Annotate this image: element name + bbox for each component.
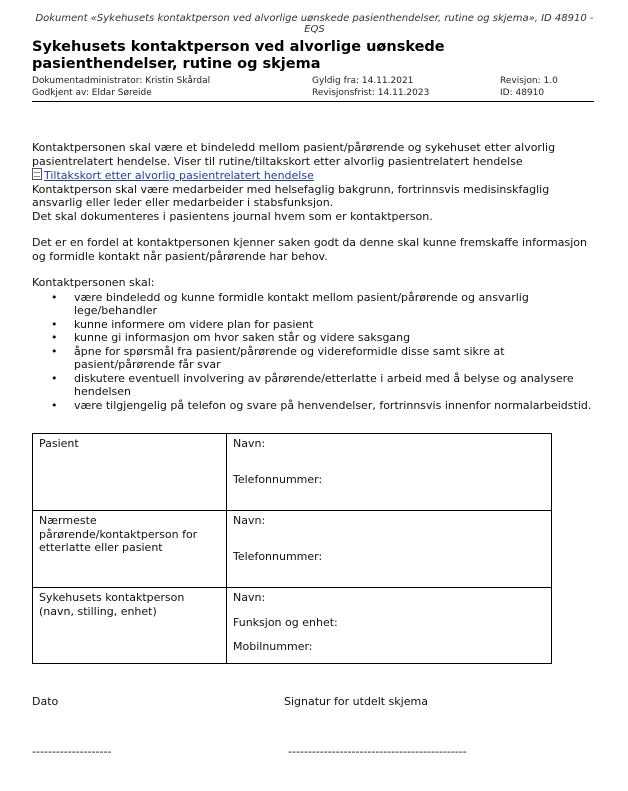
table-row bbox=[33, 511, 552, 588]
list-item bbox=[32, 372, 597, 399]
list-item bbox=[32, 291, 597, 318]
patient-phone-field[interactable]: Telefonnummer: bbox=[233, 472, 323, 486]
valid-from: Gyldig fra: 14.11.2021 bbox=[312, 76, 414, 86]
paragraph-advantage: Det er en fordel at kontaktpersonen kjenner saken godt da denne skal kunne fremskaffe informasjon og formidle kontakt når pasient/pårørende har behov. bbox=[32, 236, 587, 263]
list-item-text: kunne gi informasjon om hvor saken står og videre saksgang bbox=[74, 331, 411, 344]
next-of-kin-phone-field[interactable]: Telefonnummer: bbox=[233, 549, 323, 563]
bullet-icon: • bbox=[51, 317, 58, 331]
table-row bbox=[33, 434, 552, 511]
table-row bbox=[33, 588, 552, 664]
metadata-row-2 bbox=[32, 88, 594, 100]
signature-line[interactable]: --------------------------------------------- bbox=[288, 745, 467, 758]
paragraph-purpose bbox=[32, 141, 597, 183]
document-body bbox=[32, 141, 597, 412]
hospital-contact-name-field[interactable]: Navn: bbox=[233, 591, 266, 604]
date-line[interactable]: -------------------- bbox=[32, 745, 112, 758]
revision-deadline: Revisjonsfrist: 14.11.2023 bbox=[312, 87, 430, 98]
hospital-contact-label: Sykehusets kontaktperson (navn, stilling, enhet) bbox=[33, 588, 227, 664]
bullet-icon: • bbox=[51, 344, 58, 358]
next-of-kin-label: Nærmeste pårørende/kontaktperson for etterlatte eller pasient bbox=[33, 511, 227, 588]
bullet-icon: • bbox=[51, 331, 58, 344]
patient-label: Pasient bbox=[33, 434, 227, 511]
duties-intro: Kontaktpersonen skal: bbox=[32, 276, 155, 289]
paragraph-documentation: Det skal dokumenteres i pasientens journal hvem som er kontaktperson. bbox=[32, 209, 433, 223]
date-label: Dato bbox=[32, 695, 59, 708]
list-item bbox=[32, 345, 597, 372]
document-reference-header: Dokument «Sykehusets kontaktperson ved alvorlige uønskede pasienthendelser, rutine og skjema», ID 48910 - EQS bbox=[35, 13, 594, 35]
bullet-icon: • bbox=[51, 398, 58, 412]
next-of-kin-name-field[interactable]: Navn: bbox=[233, 514, 266, 527]
patient-name-field[interactable]: Navn: bbox=[233, 437, 266, 450]
next-of-kin-fields[interactable] bbox=[227, 511, 552, 588]
document-admin: Dokumentadministrator: Kristin Skårdal bbox=[32, 76, 211, 86]
document-metadata bbox=[32, 76, 594, 102]
list-item-text: være tilgjengelig på telefon og svare på henvendelser, fortrinnsvis innenfor normalarbeidstid. bbox=[74, 398, 592, 412]
list-item-text: åpne for spørsmål fra pasient/pårørende og videreformidle disse samt sikre at pasient/pårørende får svar bbox=[74, 344, 505, 371]
signature-label: Signatur for utdelt skjema bbox=[284, 695, 428, 708]
list-item bbox=[32, 318, 597, 332]
patient-fields[interactable] bbox=[227, 434, 552, 511]
approved-by: Godkjent av: Eldar Søreide bbox=[32, 87, 152, 98]
metadata-row-1 bbox=[32, 76, 594, 88]
contact-form-table bbox=[32, 433, 552, 664]
list-item-text: være bindeledd og kunne formidle kontakt mellom pasient/pårørende og ansvarlig lege/behandler bbox=[74, 290, 529, 317]
list-item-text: kunne informere om videre plan for pasient bbox=[74, 317, 314, 331]
hospital-contact-function-field[interactable]: Funksjon og enhet: bbox=[233, 615, 338, 629]
hospital-contact-fields[interactable] bbox=[227, 588, 552, 664]
page-title: Sykehusets kontaktperson ved alvorlige uønskede pasienthendelser, rutine og skjema bbox=[32, 39, 445, 72]
paragraph-qualification: Kontaktperson skal være medarbeider med helsefaglig bakgrunn, fortrinnsvis medisinskfaglig ansvarlig eller leder eller medarbeider i stabsfunksjon. bbox=[32, 182, 550, 209]
hospital-contact-mobile-field[interactable]: Mobilnummer: bbox=[233, 640, 313, 653]
revision: Revisjon: 1.0 bbox=[500, 76, 558, 86]
paragraph-purpose-text: Kontaktpersonen skal være et bindeledd mellom pasient/pårørende og sykehuset etter alvorlig pasientrelatert hendelse. Viser til rutine/tiltakskort etter alvorlig pasientrelatert hendelse bbox=[32, 141, 556, 168]
document-icon bbox=[32, 168, 42, 180]
list-item bbox=[32, 331, 597, 345]
tiltakskort-link[interactable]: Tiltakskort etter alvorlig pasientrelatert hendelse bbox=[44, 169, 314, 182]
list-item bbox=[32, 399, 597, 413]
bullet-icon: • bbox=[51, 371, 58, 385]
bullet-icon: • bbox=[51, 290, 58, 304]
list-item-text: diskutere eventuell involvering av pårørende/etterlatte i arbeid med å belyse og analysere hendelsen bbox=[74, 371, 574, 398]
document-id: ID: 48910 bbox=[500, 87, 545, 98]
duties-list bbox=[32, 291, 597, 413]
